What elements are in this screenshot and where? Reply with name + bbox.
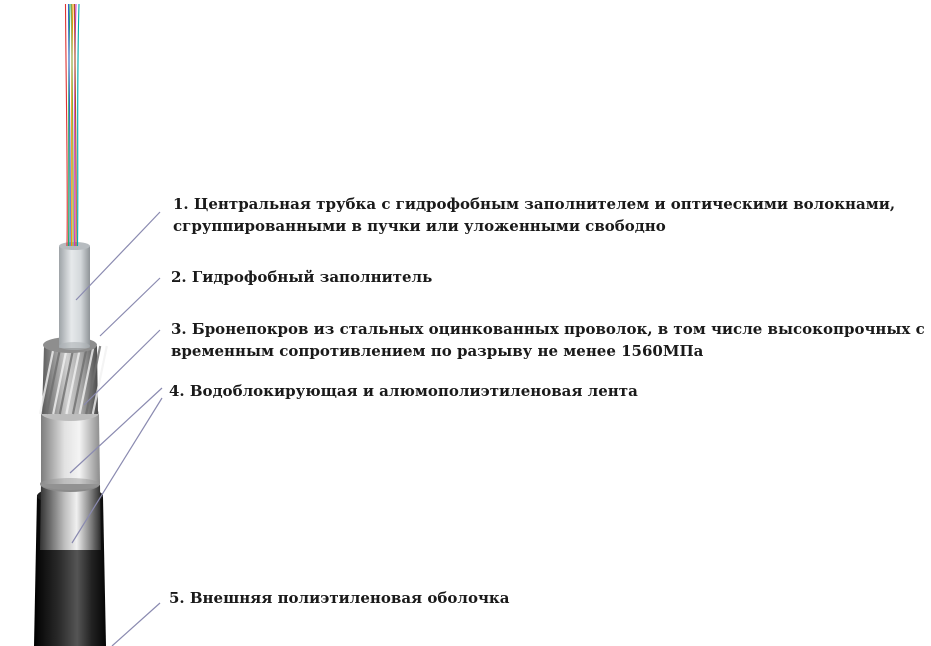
label-hydrophobic-filler	[171, 266, 432, 288]
label-central-tube-line-2: сгруппированными в пучки или уложенными свободно	[173, 217, 666, 235]
label-steel-armor	[171, 318, 925, 362]
water-blocking-tape-layer	[40, 405, 100, 490]
leader-line-5	[112, 603, 160, 646]
optical-fiber	[78, 4, 80, 246]
label-central-tube	[173, 193, 895, 237]
label-hydrophobic-filler-line-1: 2. Гидрофобный заполнитель	[171, 268, 433, 286]
label-steel-armor-line-2: временным сопротивлением по разрыву не менее 1560МПа	[171, 342, 704, 360]
label-outer-sheath	[169, 587, 509, 609]
optical-fiber	[66, 4, 68, 246]
central-tube-layer	[59, 242, 90, 350]
label-water-blocking-tape	[169, 380, 638, 402]
leader-line-2	[100, 278, 160, 336]
label-central-tube-line-1: 1. Центральная трубка с гидрофобным заполнителем и оптическими волокнами,	[173, 195, 896, 213]
label-steel-armor-line-1: 3. Бронепокров из стальных оцинкованных проволок, в том числе высокопрочных с	[171, 320, 925, 338]
label-water-blocking-tape-line-1: 4. Водоблокирующая и алюмополиэтиленовая лента	[169, 382, 638, 400]
label-outer-sheath-line-1: 5. Внешняя полиэтиленовая оболочка	[169, 589, 510, 607]
optical-fibers	[66, 4, 80, 246]
